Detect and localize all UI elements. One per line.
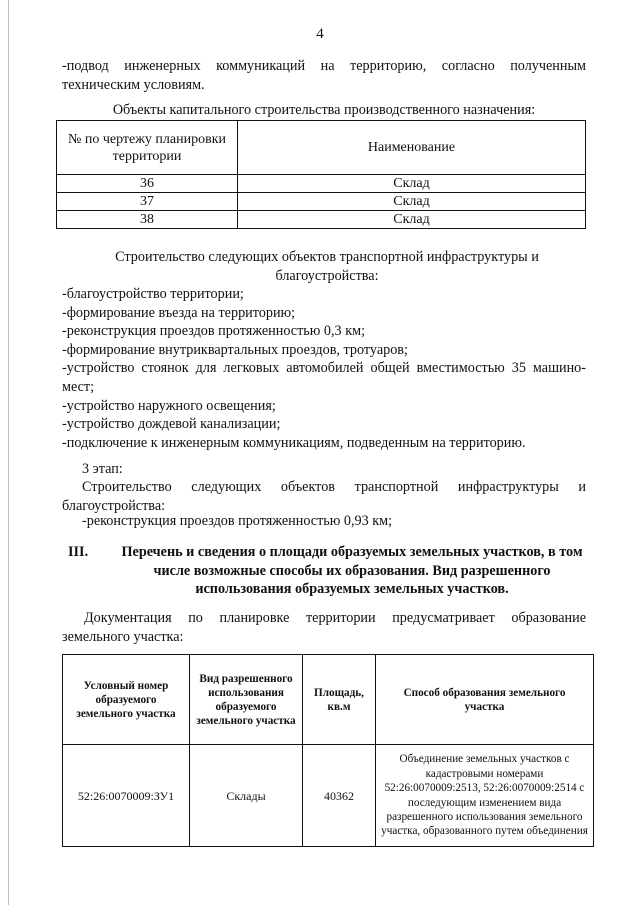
- section-title: Перечень и сведения о площади образуемых земельных участков, в том числе возможные способы их образования. Вид разрешенного использования образуемых земельных участков.: [121, 544, 583, 598]
- list-item: -устройство наружного освещения;: [62, 397, 276, 414]
- table-row: [57, 193, 586, 211]
- row-name: Склад: [238, 211, 586, 229]
- header-name: Наименование: [238, 121, 586, 175]
- objects-table: [56, 120, 586, 229]
- transport-heading: Строительство следующих объектов транспортной инфраструктуры и благоустройства:: [115, 249, 539, 284]
- section-heading: [68, 543, 588, 599]
- page-margin-line: [8, 0, 9, 905]
- list-item: -устройство стоянок для легковых автомобилей общей вместимостью 35 машино-мест;: [62, 360, 586, 395]
- row-number: 38: [57, 211, 238, 229]
- header-area: Площадь, кв.м: [303, 655, 376, 745]
- row-number: 37: [57, 193, 238, 211]
- list-item: -реконструкция проездов протяженностью 0,3 км;: [62, 323, 366, 340]
- page-number: 4: [316, 26, 324, 42]
- plots-table-header: [63, 655, 594, 745]
- header-formation-method: Способ образования земельного участка: [376, 655, 594, 745]
- header-permitted-use: Вид разрешенного использования образуемого земельного участка: [190, 655, 303, 745]
- plots-table: [62, 654, 594, 847]
- intro-paragraph: -подвод инженерных коммуникаций на территорию, согласно полученным техническим условиям.: [62, 58, 586, 93]
- objects-table-header: [57, 121, 586, 175]
- row-name: Склад: [238, 175, 586, 193]
- list-item: -подключение к инженерным коммуникациям, подведенным на территорию.: [62, 434, 526, 451]
- list-item: -формирование внутриквартальных проездов, тротуаров;: [62, 341, 408, 358]
- plot-use: Склады: [190, 745, 303, 847]
- stage3-text: Строительство следующих объектов транспортной инфраструктуры и благоустройства:: [62, 479, 586, 514]
- list-item: -формирование въезда на территорию;: [62, 304, 296, 321]
- stage3-label: 3 этап:: [82, 461, 123, 477]
- table-row: [57, 211, 586, 229]
- row-number: 36: [57, 175, 238, 193]
- plot-number: 52:26:0070009:ЗУ1: [63, 745, 190, 847]
- documentation-paragraph: Документация по планировке территории предусматривает образование земельного участка:: [62, 610, 586, 645]
- objects-caption: Объекты капитального строительства производственного назначения:: [112, 102, 536, 118]
- transport-list: [62, 285, 586, 452]
- list-item: -устройство дождевой канализации;: [62, 416, 281, 433]
- plot-area: 40362: [303, 745, 376, 847]
- row-name: Склад: [238, 193, 586, 211]
- header-number: № по чертежу планировки территории: [57, 121, 238, 175]
- stage3-item: -реконструкция проездов протяженностью 0,93 км;: [82, 513, 393, 529]
- section-number: III.: [68, 544, 89, 560]
- plot-method: Объединение земельных участков с кадастровыми номерами 52:26:0070009:2513, 52:26:0070009:2514 с последующим изменением вида разрешенного использования земельного участка, образованного путем объединения: [376, 745, 594, 847]
- list-item: -благоустройство территории;: [62, 286, 244, 302]
- table-row: [57, 175, 586, 193]
- table-row: [63, 745, 594, 847]
- header-plot-number: Условный номер образуемого земельного участка: [63, 655, 190, 745]
